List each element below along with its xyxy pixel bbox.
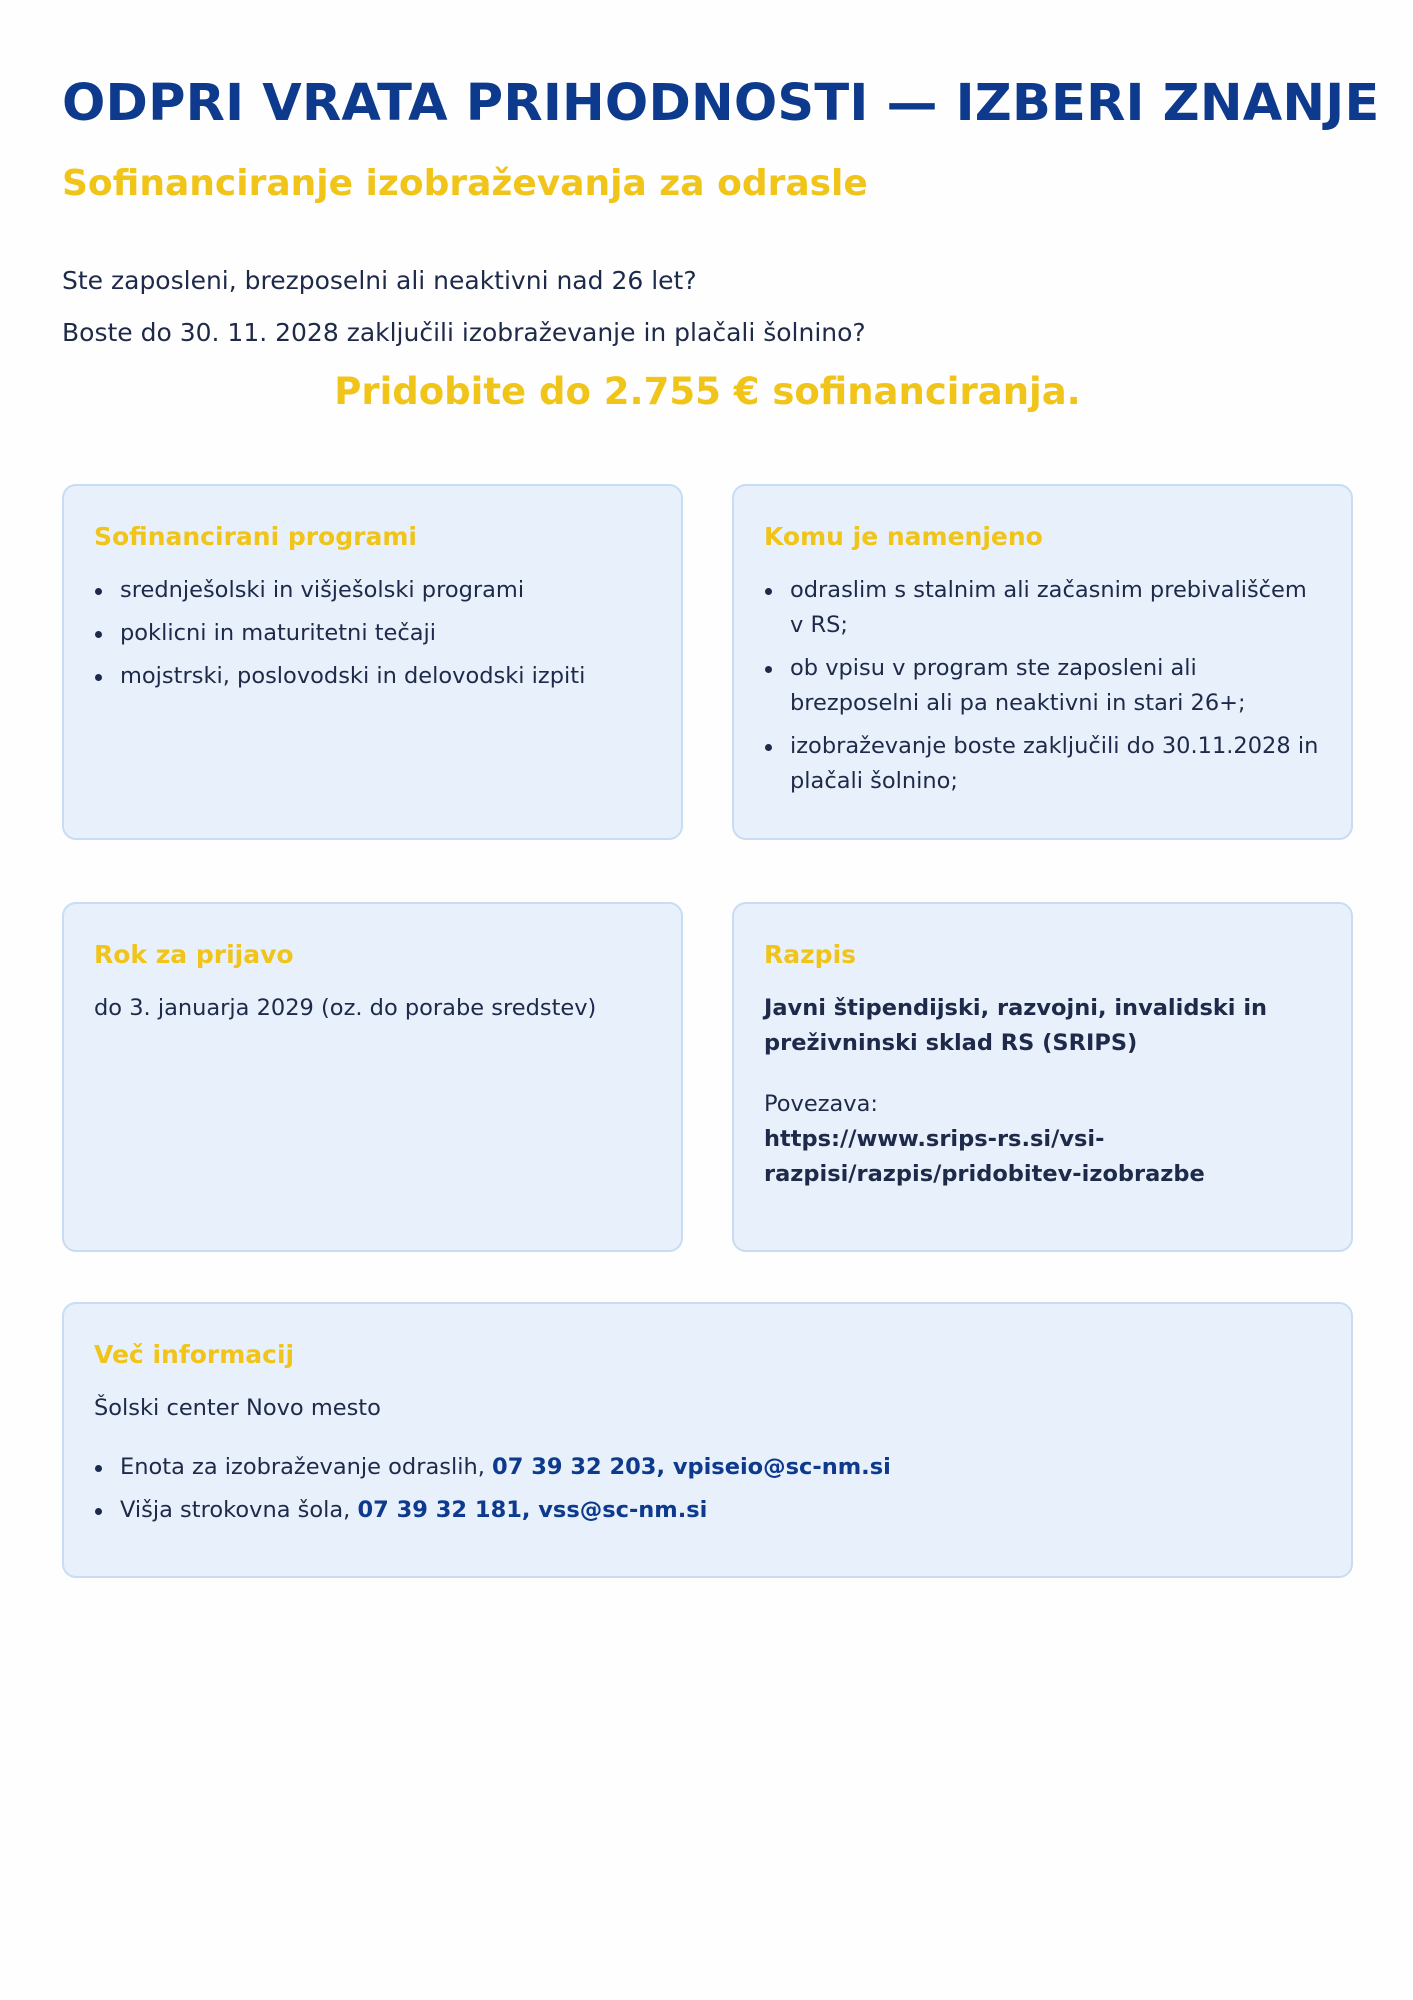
card-eligibility-heading: Komu je namenjeno <box>764 522 1043 551</box>
card-tender-heading: Razpis <box>764 940 857 969</box>
card-info-heading: Več informacij <box>94 1340 295 1369</box>
card-programs-heading: Sofinancirani programi <box>94 522 417 551</box>
card-deadline-heading: Rok za prijavo <box>94 940 294 969</box>
programs-list <box>94 573 651 694</box>
contacts-list <box>94 1450 1321 1528</box>
card-eligibility <box>732 484 1353 840</box>
page-subtitle: Sofinanciranje izobraževanja za odrasle <box>62 163 868 204</box>
info-organization: Šolski center Novo mesto <box>94 1395 381 1421</box>
list-item: odraslim s stalnim ali začasnim prebivališčem v RS; <box>790 573 1321 643</box>
tender-link[interactable]: https://www.srips-rs.si/vsi-razpisi/razpis/pridobitev-izobrazbe <box>764 1126 1205 1187</box>
list-item: mojstrski, poslovodski in delovodski izpiti <box>120 659 651 694</box>
list-item: ob vpisu v program ste zaposleni ali brezposelni ali pa neaktivni in stari 26+; <box>790 651 1321 721</box>
card-deadline <box>62 902 683 1252</box>
eligibility-list <box>764 573 1321 799</box>
intro-question-2: Boste do 30. 11. 2028 zaključili izobraževanje in plačali šolnino? <box>62 318 866 347</box>
funding-highlight: Pridobite do 2.755 € sofinanciranja. <box>334 370 1081 413</box>
list-item <box>120 1493 1321 1528</box>
list-item <box>120 1450 1321 1485</box>
list-item: srednješolski in višješolski programi <box>120 573 651 608</box>
card-programs <box>62 484 683 840</box>
list-item: izobraževanje boste zaključili do 30.11.2028 in plačali šolnino; <box>790 729 1321 799</box>
contact-details[interactable]: 07 39 32 181, vss@sc-nm.si <box>357 1497 708 1523</box>
card-more-info <box>62 1302 1353 1578</box>
list-item: poklicni in maturitetni tečaji <box>120 616 651 651</box>
page-title: ODPRI VRATA PRIHODNOSTI — IZBERI ZNANJE <box>62 74 1380 133</box>
contact-unit: Enota za izobraževanje odraslih, <box>120 1454 493 1480</box>
tender-fund-name: Javni štipendijski, razvojni, invalidski in preživninski sklad RS (SRIPS) <box>764 995 1268 1056</box>
intro-question-1: Ste zaposleni, brezposelni ali neaktivni nad 26 let? <box>62 266 697 295</box>
contact-details[interactable]: 07 39 32 203, vpiseio@sc-nm.si <box>492 1454 891 1480</box>
card-tender <box>732 902 1353 1252</box>
tender-link-label: Povezava: <box>764 1091 878 1117</box>
deadline-text: do 3. januarja 2029 (oz. do porabe sredstev) <box>94 995 597 1021</box>
contact-unit: Višja strokovna šola, <box>120 1497 358 1523</box>
